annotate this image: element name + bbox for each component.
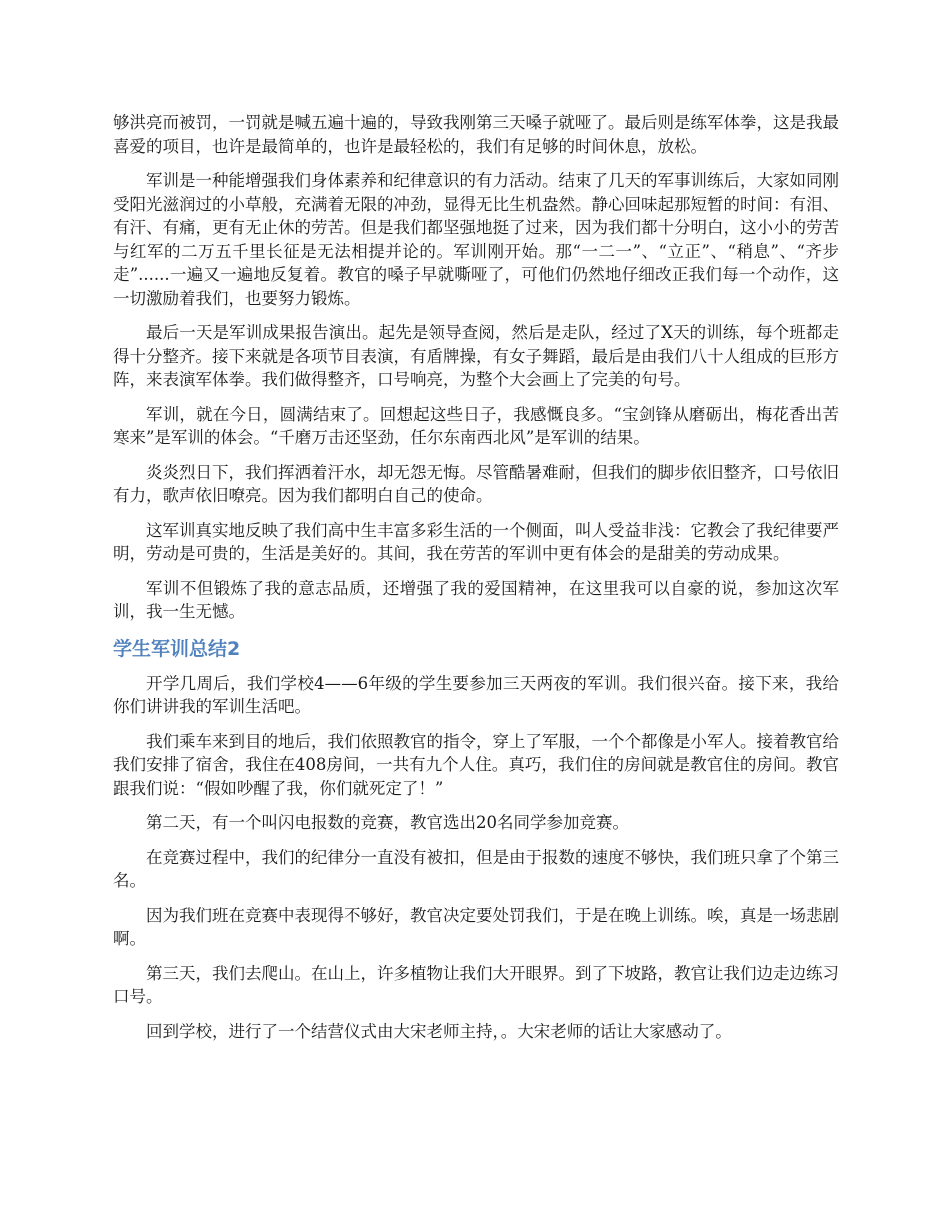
paragraph: 第三天，我们去爬山。在山上，许多植物让我们大开眼界。到了下坡路，教官让我们边走边练习口号。	[113, 963, 839, 1006]
paragraph: 军训，就在今日，圆满结束了。回想起这些日子，我感慨良多。“宝剑锋从磨砺出，梅花香出苦寒来”是军训的体会。“千磨万击还坚劲，任尔东南西北风”是军训的结果。	[113, 404, 839, 447]
paragraph: 最后一天是军训成果报告演出。起先是领导查阅，然后是走队，经过了X天的训练，每个班都走得十分整齐。接下来就是各项节目表演，有盾牌操，有女子舞蹈，最后是由我们八十人组成的巨形方阵，来表演军体拳。我们做得整齐，口号响亮，为整个大会画上了完美的句号。	[113, 323, 839, 389]
paragraph: 在竞赛过程中，我们的纪律分一直没有被扣，但是由于报数的速度不够快，我们班只拿了个第三名。	[113, 847, 839, 890]
document-page	[113, 111, 839, 1054]
paragraph: 炎炎烈日下，我们挥洒着汗水，却无怨无悔。尽管酷暑难耐，但我们的脚步依旧整齐，口号依旧有力，歌声依旧嘹亮。因为我们都明白自己的使命。	[113, 462, 839, 505]
paragraph: 这军训真实地反映了我们高中生丰富多彩生活的一个侧面，叫人受益非浅：它教会了我纪律要严明，劳动是可贵的，生活是美好的。其间，我在劳苦的军训中更有体会的是甜美的劳动成果。	[113, 520, 839, 563]
paragraph: 我们乘车来到目的地后，我们依照教官的指令，穿上了军服，一个个都像是小军人。接着教官给我们安排了宿舍，我住在408房间，一共有九个人住。真巧，我们住的房间就是教官住的房间。教官跟我们说：“假如吵醒了我，你们就死定了！”	[113, 731, 839, 798]
paragraph: 军训是一种能增强我们身体素养和纪律意识的有力活动。结束了几天的军事训练后，大家如同刚受阳光滋润过的小草般，充满着无限的冲劲，显得无比生机盎然。静心回味起那短暂的时间：有泪、有汗、有痛，更有无止休的劳苦。但是我们都坚强地挺了过来，因为我们都十分明白，这小小的劳苦与红军的二万五千里长征是无法相提并论的。军训刚开始。那“一二一”、“立正”、“稍息”、“齐步走”......一遍又一遍地反复着。教官的嗓子早就嘶哑了，可他们仍然地仔细改正我们每一个动作，这一切激励着我们，也要努力锻炼。	[113, 171, 839, 308]
paragraph: 回到学校，进行了一个结营仪式由大宋老师主持，。大宋老师的话让大家感动了。	[146, 1021, 732, 1041]
section-heading: 学生军训总结2	[113, 637, 241, 660]
paragraph: 因为我们班在竞赛中表现得不够好，教官决定要处罚我们，于是在晚上训练。唉，真是一场悲剧啊。	[113, 905, 839, 948]
paragraph: 开学几周后，我们学校4——6年级的学生要参加三天两夜的军训。我们很兴奋。接下来，我给你们讲讲我的军训生活吧。	[113, 673, 839, 716]
paragraph-continued: 够洪亮而被罚，一罚就是喊五遍十遍的，导致我刚第三天嗓子就哑了。最后则是练军体拳，这是我最喜爱的项目，也许是最简单的，也许是最轻松的，我们有足够的时间休息，放松。	[113, 113, 839, 156]
paragraph: 第二天，有一个叫闪电报数的竞赛，教官选出20名同学参加竞赛。	[146, 813, 629, 832]
paragraph: 军训不但锻炼了我的意志品质，还增强了我的爱国精神，在这里我可以自豪的说，参加这次军训，我一生无憾。	[113, 578, 839, 621]
